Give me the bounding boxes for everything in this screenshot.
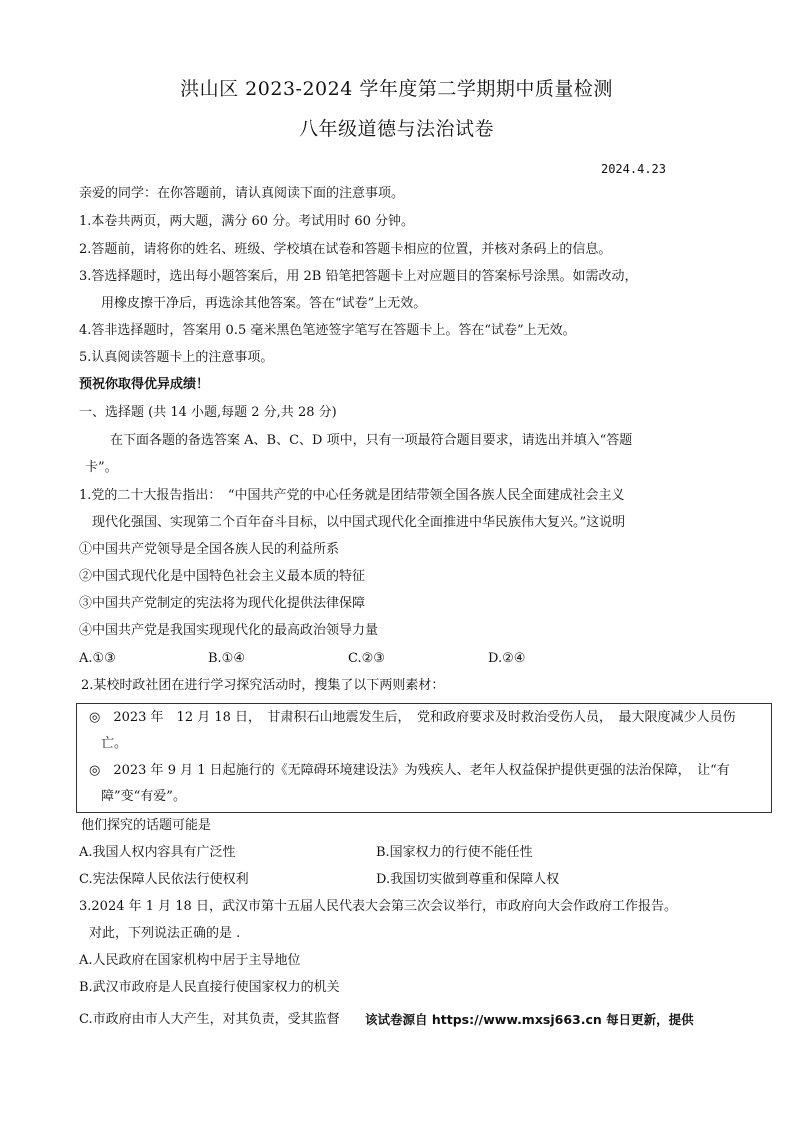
question-1-stem: 现代化强国、实现第二个百年奋斗目标，以中国式现代化全面推进中华民族伟大复兴。”这说明 (92, 515, 626, 530)
question-2-stem: 2.某校时政社团在进行学习探究活动时，搜集了以下两则素材： (81, 678, 445, 693)
notice-item: 用橡皮擦干净后，再选涂其他答案。答在“试卷”上无效。 (101, 296, 427, 311)
exam-title: 洪山区 2023-2024 学年度第二学期期中质量检测 (180, 78, 613, 100)
notice-item: 5.认真阅读答题卡上的注意事项。 (79, 350, 274, 365)
notice-item: 4.答非选择题时，答案用 0.5 毫米黑色笔迹签字笔写在答题卡上。答在“试卷”上无效。 (79, 323, 576, 338)
question-2-option-c: C.宪法保障人民依法行使权利 (79, 872, 249, 887)
material-1: ◎ 2023 年 12 月 18 日， 甘肃积石山地震发生后， 党和政府要求及时救治受伤人员， 最大限度减少人员伤 (89, 710, 736, 725)
exam-date: 2024.4.23 (600, 162, 666, 176)
question-3-option-b: B.武汉市政府是人民直接行使国家权力的机关 (79, 980, 340, 995)
question-1-option-b: B.①④ (208, 651, 245, 666)
source-watermark: 该试卷源自 https://www.mxsj663.cn 每日更新，提供 (365, 1012, 694, 1027)
question-1-statement: ④中国共产党是我国实现现代化的最高政治领导力量 (79, 623, 379, 638)
material-2-cont: 障”变“有爱”。 (101, 789, 186, 804)
section-heading: 一、选择题 (共 14 小题,每题 2 分,共 28 分) (79, 405, 337, 420)
exam-subtitle: 八年级道德与法治试卷 (298, 118, 494, 140)
notice-item: 1.本卷共两页，两大题，满分 60 分。考试用时 60 分钟。 (79, 214, 415, 229)
question-3-stem: 3.2024 年 1 月 18 日，武汉市第十五届人民代表大会第三次会议举行，市政府向大会作政府工作报告。 (79, 899, 677, 914)
material-box (76, 703, 772, 813)
question-3-option-c: C.市政府由市人大产生，对其负责，受其监督 (79, 1012, 340, 1027)
question-1-stem: 1.党的二十大报告指出： “中国共产党的中心任务就是团结带领全国各族人民全面建成社会主义 (79, 488, 625, 503)
section-instruction: 卡”。 (85, 460, 118, 475)
notice-wish: 预祝你取得优异成绩！ (79, 377, 210, 392)
notice-item: 3.答选择题时，选出每小题答案后，用 2B 铅笔把答题卡上对应题目的答案标号涂黑。如需改动， (79, 269, 638, 284)
question-1-statement: ②中国式现代化是中国特色社会主义最本质的特征 (79, 569, 366, 584)
question-1-option-c: C.②③ (348, 651, 385, 666)
question-1-statement: ③中国共产党制定的宪法将为现代化提供法律保障 (79, 596, 366, 611)
notice-intro: 亲爱的同学：在你答题前，请认真阅读下面的注意事项。 (79, 186, 405, 201)
question-2-prompt: 他们探究的话题可能是 (81, 818, 212, 833)
question-3-stem: 对此，下列说法正确的是 . (89, 926, 241, 941)
question-1-statement: ①中国共产党领导是全国各族人民的利益所系 (79, 542, 340, 557)
question-2-option-a: A.我国人权内容具有广泛性 (79, 845, 236, 860)
question-1-option-d: D.②④ (488, 651, 526, 666)
question-3-option-a: A.人民政府在国家机构中居于主导地位 (79, 953, 301, 968)
question-2-option-d: D.我国切实做到尊重和保障人权 (376, 872, 560, 887)
question-2-option-b: B.国家权力的行使不能任性 (376, 845, 533, 860)
question-1-option-a: A.①③ (79, 651, 116, 666)
section-instruction: 在下面各题的备选答案 A、B、C、D 项中，只有一项最符合题目要求，请选出并填入“答题 (110, 433, 633, 448)
notice-item: 2.答题前，请将你的姓名、班级、学校填在试卷和答题卡相应的位置，并核对条码上的信息。 (79, 242, 612, 257)
material-1-cont: 亡。 (101, 736, 128, 751)
material-2: ◎ 2023 年 9 月 1 日起施行的《无障碍环境建设法》为残疾人、老年人权益保护提供更强的法治保障， 让“有 (89, 763, 730, 778)
